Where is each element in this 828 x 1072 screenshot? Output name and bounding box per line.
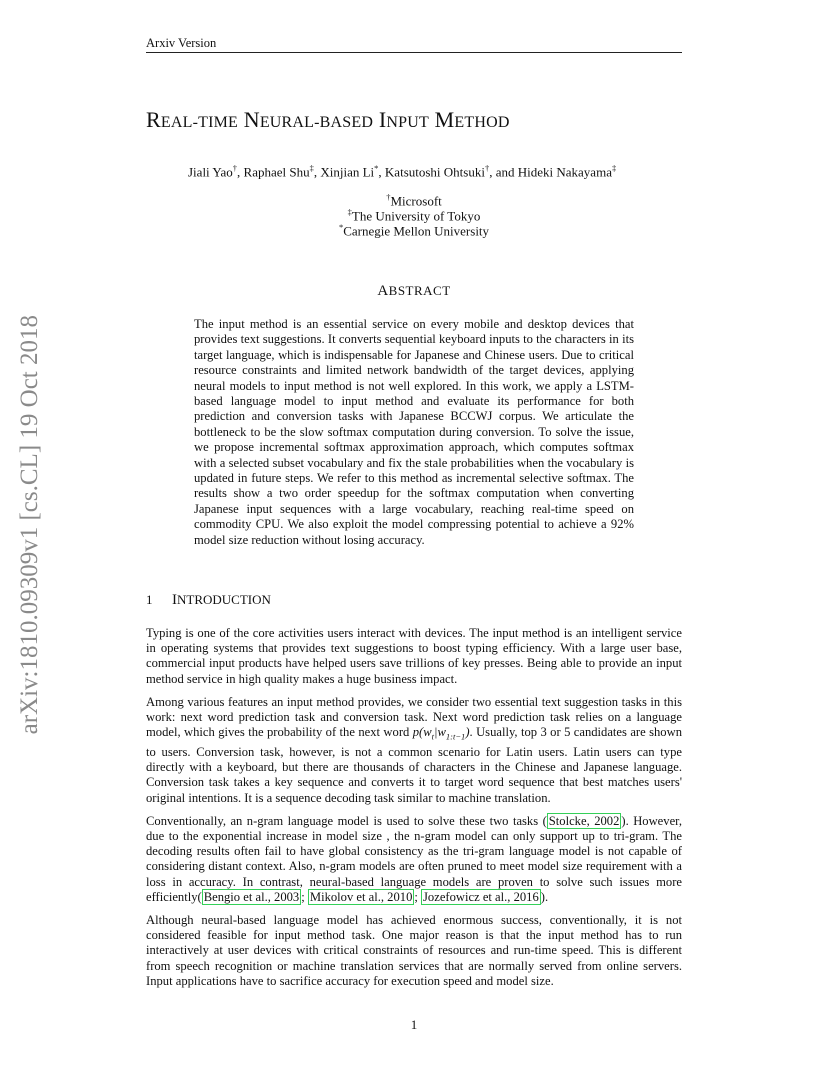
paragraph-text: ). However, due to the exponential increase in model size , the n-gram model can only support up to tri-gram. The decoding results often fail to have global consistency as the tri-gram language model is not capable of considering distant context. Also, n-gram models are often pruned to meet model size requirement with a loss in accuracy. In contrast, neural-based language models are proven to solve such issues more efficiently(	[146, 813, 683, 904]
citation-separator: ;	[301, 889, 308, 904]
affiliation-mark: †	[386, 192, 391, 202]
section-heading-rest: NTRODUCTION	[177, 592, 271, 607]
affiliation	[0, 222, 828, 239]
paragraph-text: . Usually, top 3 or 5 candidates are shown to users. Conversion task, however, is not a common scenario for Latin users. Latin users can type directly with a keyboard, but there are thousands of characters in the Chinese and Japanese language. Conversion task takes a key sequence and converts it to target word sequence that best matches users' original intentions. It is a sequence decoding task similar to machine translation.	[146, 725, 682, 805]
title-rest-1: EAL-TIME	[160, 114, 239, 131]
section-body	[146, 626, 682, 997]
title-rest-4: ETHOD	[454, 114, 510, 131]
abstract-heading-cap: A	[377, 283, 389, 299]
author-name: Hideki Nakayama	[517, 164, 612, 180]
author-mark: †	[484, 163, 490, 173]
citation-link[interactable]: Bengio et al., 2003	[203, 889, 300, 904]
arxiv-side-identifier	[8, 290, 52, 760]
author-mark: ‡	[309, 163, 314, 173]
title-rest-2: EURAL-BASED	[259, 114, 374, 131]
title-rest-3: NPUT	[386, 114, 429, 131]
paragraph: Typing is one of the core activities users interact with devices. The input method is an intelligent service in operating systems that provides text suggestions to boost typing efficiency. With a large user base, commercial input products have helped users save trillions of key presses. Being able to provide an input method service in high quality makes a huge business impact.	[146, 626, 682, 686]
page-number: 1	[410, 1017, 418, 1032]
paragraph	[146, 814, 682, 905]
math-part: p(w	[412, 725, 432, 740]
math-subscript: 1:t−1	[445, 731, 466, 742]
affiliation-name: Carnegie Mellon University	[343, 223, 490, 239]
title-cap-3: I	[378, 107, 387, 132]
affiliation-name: The University of Tokyo	[351, 208, 481, 224]
citation-link[interactable]: Jozefowicz et al., 2016	[423, 889, 539, 904]
section-heading-cap: I	[172, 592, 177, 608]
section-heading	[146, 592, 271, 609]
title-cap-2: N	[243, 107, 260, 132]
paragraph-text: Among various features an input method provides, we consider two essential text suggestion tasks in this work: next word prediction task and conversion task. Next word prediction task relies on a language model, which gives the probability of the next word	[146, 694, 682, 740]
author-mark: †	[232, 163, 238, 173]
author-list: Jiali Yao†, Raphael Shu‡, Xinjian Li*, Katsutoshi Ohtsuki†, and Hideki Nakayama‡	[188, 163, 617, 180]
author-conjunction: , and	[489, 164, 518, 180]
affiliation-mark: *	[338, 222, 344, 232]
citation-link[interactable]: Mikolov et al., 2010	[309, 889, 413, 904]
title-cap-4: M	[434, 107, 455, 132]
paper-title	[146, 107, 510, 133]
abstract-heading-rest: BSTRACT	[388, 283, 451, 298]
paragraph-text: Conventionally, an n-gram language model is used to solve these two tasks (	[146, 813, 547, 828]
header-rule	[146, 52, 682, 53]
author-mark: ‡	[611, 163, 617, 173]
math-subscript: t	[431, 731, 434, 742]
affiliation-name: Microsoft	[390, 193, 442, 209]
author-name: Raphael Shu	[243, 164, 310, 180]
abstract-text: The input method is an essential service on every mobile and desktop devices that provides text suggestions. It converts sequential keyboard inputs to the characters in its target language, which is indispensable for Japanese and Chinese users. Due to critical resource constraints and limited network bandwidth of the target devices, applying neural models to input method is not well explored. In this work, we apply a LSTM-based language model to input method and evaluate its performance for both prediction and conversion tasks with Japanese BCCWJ corpus. We articulate the bottleneck to be the slow softmax computation during conversion. To solve the issue, we propose incremental softmax approximation approach, which computes softmax with a selected subset vocabulary and fix the stale probabilities when the vocabulary is updated in future steps. We refer to this method as incremental selective softmax. The results show a two order speedup for the softmax computation when converting Japanese input sequences with a large vocabulary, reaching real-time speed on commodity CPU. We also exploit the model compressing potential to achieve a 92% model size reduction without losing accuracy.	[194, 317, 634, 547]
citation-separator: ;	[414, 889, 422, 904]
paragraph-text: ).	[540, 889, 549, 904]
math-part: |w	[434, 725, 446, 740]
author-mark: *	[374, 163, 379, 173]
abstract-heading	[0, 283, 828, 300]
affiliation-mark: ‡	[347, 207, 352, 217]
math-part: )	[465, 725, 470, 740]
author-name: Xinjian Li	[320, 164, 375, 180]
citation-link[interactable]: Stolcke, 2002	[548, 813, 620, 828]
author-name: Jiali Yao	[188, 164, 233, 180]
math-expression	[412, 725, 470, 742]
paragraph	[146, 695, 682, 806]
author-name: Katsutoshi Ohtsuki	[384, 164, 485, 180]
arxiv-id-text: arXiv:1810.09309v1 [cs.CL] 19 Oct 2018	[16, 315, 43, 735]
section-number: 1	[146, 592, 153, 607]
running-header: Arxiv Version	[146, 36, 217, 50]
title-cap-1: R	[146, 107, 161, 132]
paragraph: Although neural-based language model has achieved enormous success, conventionally, it is not considered feasible for input method task. One major reason is that the input method has to run interactively at user devices with critical constraints of resources and run-time speed. This is different from speech recognition or machine translation services that are normally served from online servers. Input applications have to sacrifice accuracy for execution speed and model size.	[146, 912, 682, 988]
